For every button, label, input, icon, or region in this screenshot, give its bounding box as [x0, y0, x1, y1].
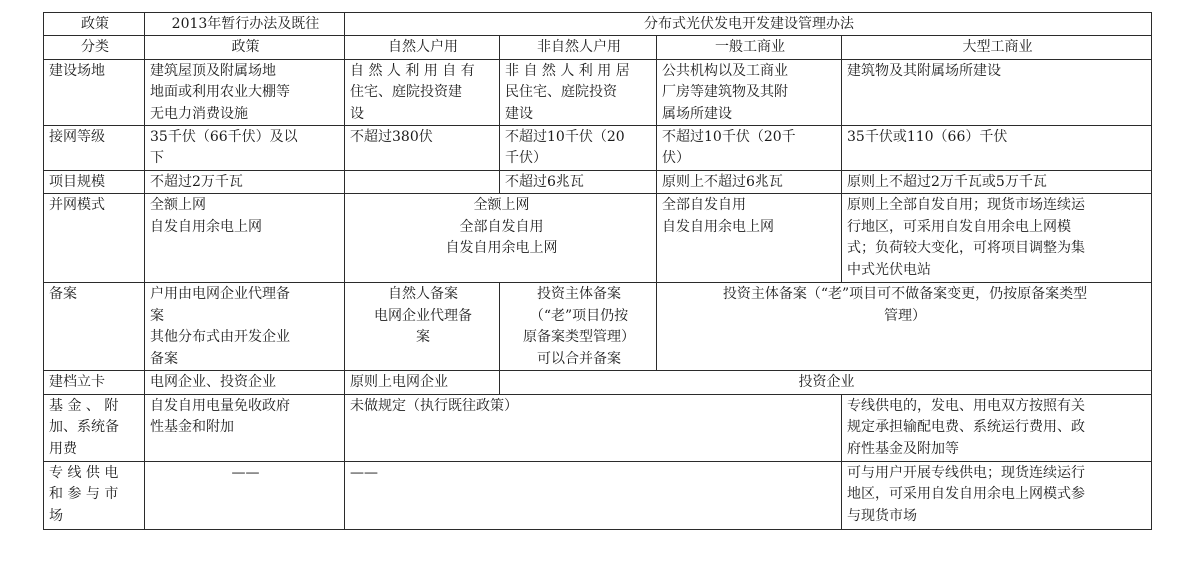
cell-line: 府性基金及附加等 — [847, 440, 959, 457]
cell-mode-large — [842, 194, 1152, 283]
header-row-sub — [44, 36, 1152, 59]
cell-line: 管理） — [884, 307, 926, 324]
cell-line: 行地区，可采用自发自用余电上网模 — [847, 218, 1071, 235]
cell-line: 全部自发自用 — [459, 218, 544, 235]
cell-filing-old — [145, 283, 345, 371]
policy-comparison-table — [43, 12, 1152, 530]
cell-fund-large — [842, 394, 1152, 461]
cell-fund-middle: 未做规定（执行既往政策） — [345, 394, 842, 461]
cell-line: 加、系统备 — [49, 419, 119, 436]
cell-mode-general — [657, 194, 842, 283]
cell-scale-old: 不超过2万千瓦 — [145, 171, 345, 194]
cell-line: 无电力消费设施 — [150, 105, 248, 122]
cell-line: 备案 — [150, 350, 178, 367]
cell-dedicated-large — [842, 461, 1152, 529]
cell-line: 不超过10千伏（20千 — [662, 129, 796, 146]
header-non-natural-person: 非自然人户用 — [500, 36, 657, 59]
cell-line: 原备案类型管理） — [523, 329, 635, 346]
header-natural-person: 自然人户用 — [345, 36, 500, 59]
cell-line: 厂房等建筑物及其附 — [662, 84, 788, 101]
cell-line: 非 自 然 人 利 用 居 — [505, 62, 630, 79]
cell-filing-nonnatural — [500, 283, 657, 371]
cell-archive-natural: 原则上电网企业 — [345, 371, 500, 394]
cell-line: 专 线 供 电 — [49, 464, 119, 481]
cell-line: 地面或利用农业大棚等 — [150, 84, 290, 101]
cell-grid-level-natural — [345, 126, 500, 171]
cell-line: 民住宅、庭院投资 — [505, 84, 617, 101]
cell-mode-residential — [345, 194, 657, 283]
cell-line: 全额上网 — [150, 197, 206, 214]
table-row-dedicated — [44, 461, 1152, 529]
cell-line: 户用由电网企业代理备 — [150, 286, 290, 303]
cell-line: 下 — [150, 150, 164, 167]
cell-line: 建筑物及其附属场所建设 — [847, 62, 1001, 79]
row-label-archive: 建档立卡 — [44, 371, 145, 394]
cell-dedicated-middle: —— — [345, 461, 842, 529]
table-row-site — [44, 59, 1152, 125]
cell-line: 性基金和附加 — [150, 419, 234, 436]
header-old-policy-title-cont: 政策 — [145, 36, 345, 59]
header-row-top — [44, 13, 1152, 36]
cell-line: 规定承担输配电费、系统运行费用、政 — [847, 419, 1085, 436]
cell-line: 自发自用余电上网 — [445, 240, 558, 257]
header-general-commercial: 一般工商业 — [657, 36, 842, 59]
cell-scale-general: 原则上不超过6兆瓦 — [657, 171, 842, 194]
cell-line: 其他分布式由开发企业 — [150, 329, 290, 346]
header-old-policy-title: 2013年暂行办法及既往 — [145, 13, 345, 36]
cell-line: 千伏） — [505, 150, 547, 167]
cell-line: 伏） — [662, 150, 690, 167]
cell-line: 建筑屋顶及附属场地 — [150, 62, 276, 79]
cell-site-large — [842, 59, 1152, 125]
header-group-title: 分布式光伏发电开发建设管理办法 — [345, 13, 1152, 36]
header-policy-cell: 政策 — [44, 13, 145, 36]
cell-grid-level-nonnatural — [500, 126, 657, 171]
cell-filing-commercial — [657, 283, 1152, 371]
cell-scale-large: 原则上不超过2万千瓦或5万千瓦 — [842, 171, 1152, 194]
header-category-cell: 分类 — [44, 36, 145, 59]
cell-line: 与现货市场 — [847, 507, 917, 524]
table-row-fund — [44, 394, 1152, 461]
cell-line: 公共机构以及工商业 — [662, 62, 788, 79]
cell-line: 自发自用余电上网 — [662, 218, 774, 235]
table-row-scale — [44, 171, 1152, 194]
row-label-scale: 项目规模 — [44, 171, 145, 194]
cell-line: 自 然 人 利 用 自 有 — [350, 62, 475, 79]
cell-line: 式；负荷较大变化，可将项目调整为集 — [847, 240, 1085, 257]
cell-line: 不超过10千伏（20 — [505, 129, 625, 146]
cell-site-nonnatural — [500, 59, 657, 125]
cell-archive-old: 电网企业、投资企业 — [145, 371, 345, 394]
cell-site-natural — [345, 59, 500, 125]
cell-line: 基 金 、 附 — [49, 397, 119, 414]
header-large-commercial: 大型工商业 — [842, 36, 1152, 59]
cell-line: 原则上全部自发自用；现货市场连续运 — [847, 197, 1085, 214]
cell-grid-level-large — [842, 126, 1152, 171]
cell-line: 全部自发自用 — [662, 197, 746, 214]
cell-line: 场 — [49, 507, 63, 524]
table-row-archive — [44, 371, 1152, 394]
cell-line: 自然人备案 — [388, 286, 458, 303]
cell-line: 属场所建设 — [662, 105, 732, 122]
cell-line: 用费 — [49, 440, 77, 457]
cell-grid-level-general — [657, 126, 842, 171]
cell-line: 35千伏（66千伏）及以 — [150, 129, 298, 146]
row-label-mode: 并网模式 — [44, 194, 145, 283]
table-row-mode — [44, 194, 1152, 283]
row-label-site: 建设场地 — [44, 59, 145, 125]
table-row-grid-level — [44, 126, 1152, 171]
cell-line: 设 — [350, 105, 364, 122]
cell-line: 电网企业代理备 — [374, 307, 472, 324]
cell-site-general — [657, 59, 842, 125]
cell-line: 地区，可采用自发自用余电上网模式参 — [847, 486, 1085, 503]
cell-line: 可与用户开展专线供电；现货连续运行 — [847, 464, 1085, 481]
table-row-filing — [44, 283, 1152, 371]
row-label-dedicated — [44, 461, 145, 529]
cell-mode-old — [145, 194, 345, 283]
cell-scale-natural — [345, 171, 500, 194]
cell-dedicated-old: —— — [145, 461, 345, 529]
cell-line: 可以合并备案 — [537, 350, 621, 367]
cell-fund-old — [145, 394, 345, 461]
cell-line: 建设 — [505, 105, 533, 122]
cell-line: 案 — [150, 307, 164, 324]
cell-line: 自发自用电量免收政府 — [150, 397, 290, 414]
cell-line: 35千伏或110（66）千伏 — [847, 129, 1008, 146]
cell-line: 投资主体备案 — [537, 286, 621, 303]
cell-line: 不超过380伏 — [350, 129, 433, 146]
cell-grid-level-old — [145, 126, 345, 171]
row-label-fund — [44, 394, 145, 461]
cell-filing-natural — [345, 283, 500, 371]
row-label-filing: 备案 — [44, 283, 145, 371]
cell-line: 住宅、庭院投资建 — [350, 84, 462, 101]
cell-line: 专线供电的，发电、用电双方按照有关 — [847, 397, 1085, 414]
row-label-grid-level: 接网等级 — [44, 126, 145, 171]
cell-archive-others: 投资企业 — [500, 371, 1152, 394]
cell-site-old — [145, 59, 345, 125]
cell-scale-nonnatural: 不超过6兆瓦 — [500, 171, 657, 194]
cell-line: 全额上网 — [473, 197, 530, 214]
cell-line: 中式光伏电站 — [847, 261, 931, 278]
cell-line: （“老”项目仍按 — [529, 307, 629, 324]
cell-line: 案 — [416, 329, 430, 346]
cell-line: 投资主体备案（“老”项目可不做备案变更，仍按原备案类型 — [722, 286, 1088, 303]
cell-line: 和 参 与 市 — [49, 486, 119, 503]
cell-line: 自发自用余电上网 — [150, 218, 262, 235]
